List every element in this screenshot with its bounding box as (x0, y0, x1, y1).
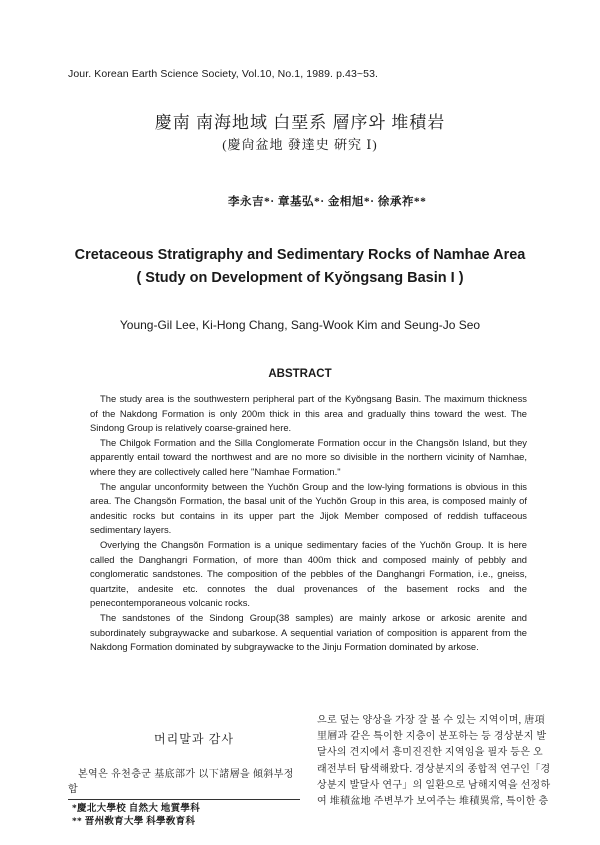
body-line: 래전부터 탐색해왔다. 경상분지의 종합적 연구인「경 (317, 763, 551, 775)
abstract-paragraph: The sandstones of the Sindong Group(38 samples) are mainly arkose or arkosic arenite and subordinately subgraywacke and subarkose. A sequential variation of composition is apparent from the Nakdong Formation dominated by subgraywacke to the Jinju Formation dominated by arkose. (90, 611, 527, 653)
body-line: 달사의 견지에서 흥미진진한 지역임을 필자 등은 오 (317, 747, 543, 759)
footnote-affiliation: ** 晋州敎育大學 科學敎育科 (72, 817, 196, 827)
english-title: Cretaceous Stratigraphy and Sedimentary Rocks of Namhae Area (74, 247, 526, 263)
abstract-paragraph: The study area is the southwestern peripheral part of the Kyŏngsang Basin. The maximum thickness of the Nakdong Formation is only 200m thick in this area and gradually thins toward the west. The Sindong Group is relatively coarse-grained here. (90, 393, 527, 434)
body-line: 상분지 발달사 연구」의 일환으로 남해지역을 선정하 (317, 779, 551, 791)
section-heading: 머리말과 감사 (154, 732, 234, 746)
abstract-heading: ABSTRACT (268, 368, 332, 380)
korean-title: 慶南 南海地域 白堊系 層序와 堆積岩 (154, 113, 446, 132)
body-line: 으로 덮는 양상을 가장 잘 볼 수 있는 지역이며, 唐項 (317, 715, 545, 726)
body-line: 里層과 같은 특이한 지층이 분포하는 등 경상분지 발 (317, 731, 547, 743)
footnote-divider (68, 799, 300, 800)
english-subtitle: ( Study on Development of Kyŏngsang Basin I ) (136, 270, 464, 286)
footnote-affiliation: *慶北大學校 自然大 地質學科 (72, 804, 201, 814)
abstract-paragraph: The Chilgok Formation and the Silla Conglomerate Formation occur in the Changsŏn Island, but they apparently entail toward the northwest and are no more so divisible in the northern vicinity of Namhae, where they are collectively called here "Namhae Formation." (90, 436, 527, 477)
korean-subtitle: (慶尙盆地 發達史 硏究 Ⅰ) (222, 137, 378, 152)
journal-reference: Jour. Korean Earth Science Society, Vol.10, No.1, 1989. p.43~53. (68, 68, 379, 80)
abstract-body (90, 392, 527, 655)
left-column (68, 730, 300, 797)
footnotes (72, 803, 200, 829)
body-line: 여 堆積盆地 주변부가 보여주는 堆積異常, 특이한 층 (317, 796, 549, 808)
korean-authors: 李永吉*· 章基弘*· 金相旭*· 徐承祚** (228, 196, 427, 208)
abstract-paragraph: The angular unconformity between the Yuchŏn Group and the low-lying formations is obvious in this area. The Changsŏn Formation, the basal unit of the Yuchŏn Group in this area, is composed mainly of andesitic rocks but contains in its upper part the Jijok Member composed of reddish tuffaceous sedimentary layers. (90, 480, 527, 536)
body-text: 본역은 유천층군 基底部가 以下諸層을 傾斜부정합 (68, 769, 294, 795)
english-authors: Young-Gil Lee, Ki-Hong Chang, Sang-Wook Kim and Seung-Jo Seo (119, 318, 481, 332)
abstract-paragraph: Overlying the Changsŏn Formation is a unique sedimentary facies of the Yuchŏn Group. It is here called the Danghangri Formation, of more than 400m thick and composed mainly of pebbly and conglomeratic sandstones. The composition of the pebbles of the Danghangri Formation, i.e., gneiss, quartzite, andesite etc. connotes the dual provenances of the basement rocks and the penecontemporaneous volcanic rocks. (90, 538, 527, 609)
right-column (317, 713, 557, 810)
